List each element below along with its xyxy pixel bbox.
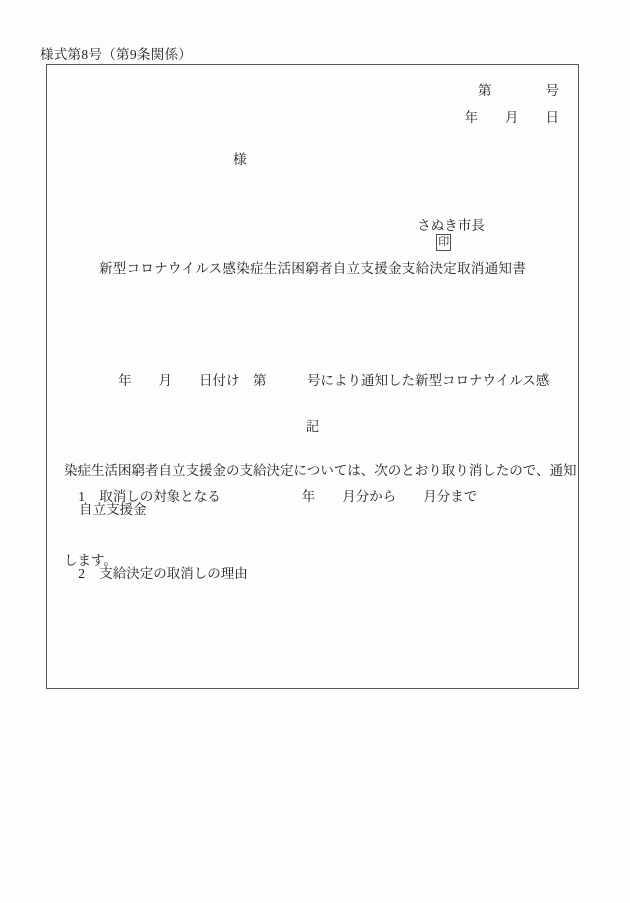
- seal-placeholder: 印: [436, 234, 451, 251]
- document-border-box: [46, 64, 579, 689]
- addressee-honorific: 様: [233, 152, 247, 167]
- note-heading-ki: 記: [305, 419, 320, 434]
- sender-name: さぬき市長: [417, 218, 485, 233]
- document-title: 新型コロナウイルス感染症生活困窮者自立支援金支給決定取消通知書: [99, 261, 526, 276]
- body-line-2: 染症生活困窮者自立支援金の支給決定については、次のとおり取り消したので、通知: [64, 463, 577, 478]
- item-2-text: 支給決定の取消しの理由: [99, 566, 248, 581]
- item-1-text: 取消しの対象となる 年 月分から 月分まで: [99, 489, 478, 504]
- doc-number-line: 第 号: [478, 83, 559, 98]
- list-item-1-continued: 自立支援金: [79, 502, 147, 517]
- body-line-1: 年 月 日付け 第 号により通知した新型コロナウイルス感: [64, 373, 550, 388]
- list-item-2: [58, 546, 248, 598]
- body-line-3: します。: [64, 553, 117, 568]
- item-1-number: 1: [78, 489, 85, 504]
- form-number-label: 様式第8号（第9条関係）: [40, 47, 193, 62]
- item-2-number: 2: [78, 566, 85, 581]
- doc-date-line: 年 月 日: [464, 110, 559, 125]
